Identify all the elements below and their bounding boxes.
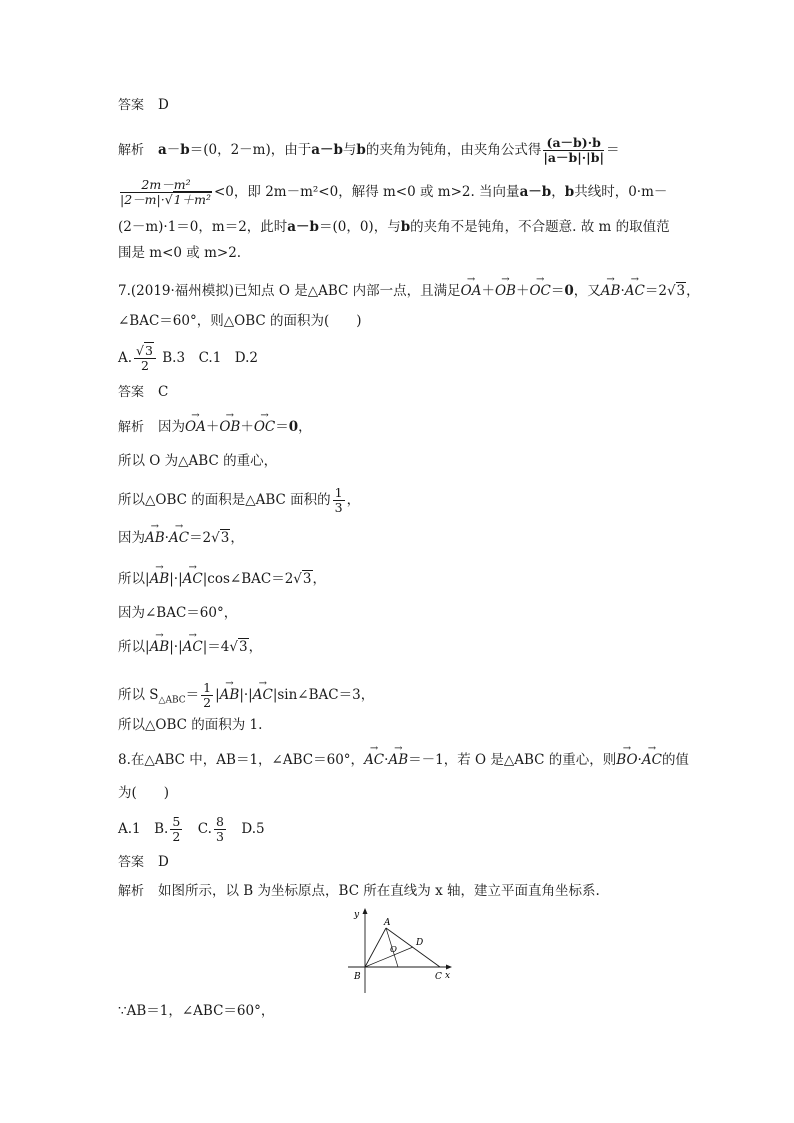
text: ， [230,530,244,546]
text: 所以| [118,571,150,587]
text: ，又 [573,283,601,299]
q6-analysis-line-3 [118,218,670,236]
q7-solution-line-1 [118,418,312,437]
option-b-fraction [170,815,182,844]
text: ， [312,571,326,587]
text: |·| [169,639,183,655]
text: ， [686,283,700,299]
vector-b: b [356,142,366,158]
one-third-fraction [333,486,345,515]
radicand: 3 [220,530,230,546]
label-O: O [390,945,397,955]
fraction-denominator: 2 [203,695,212,710]
angle-formula-fraction [543,136,604,165]
q7-stem-line-2: ∠BAC＝60°，则△OBC 的面积为( ) [118,313,362,329]
text: ， [248,639,263,655]
triangle-figure [340,905,460,995]
option-a-label: A. [118,350,133,366]
radicand: 1＋m² [173,192,211,207]
plus: ＋ [240,419,254,435]
text: 8.在△ABC 中，AB＝1，∠ABC＝60°， [118,752,365,768]
answer-label: 答案 [118,385,145,400]
vector-AB: → AB [150,570,170,588]
text: (2－m)·1＝0，m＝2，此时 [118,219,288,235]
text: ， [298,419,312,435]
q6-answer-line [118,96,169,115]
text: 共线时，0·m－ [574,184,668,200]
vector-AB: → AB [145,529,165,547]
zero-vector: 0 [564,283,574,299]
one-half-fraction [201,681,213,710]
q6-answer-value: D [158,97,169,113]
vector-AC: → AC [625,282,645,300]
text: 的值 [661,752,689,768]
q7-answer-value: C [158,384,169,400]
text: | [215,687,220,703]
vector-a-minus-b: a－b [287,219,319,235]
q7-solution-line-5 [118,570,326,588]
vector-AC: → AC [169,529,189,547]
text: ＝2 [189,530,212,546]
fraction-numerator: 8 [215,814,224,829]
q7-solution-line-6: 因为∠BAC＝60°， [118,605,238,621]
text: 如图所示，以 B 为坐标原点，BC 所在直线为 x 轴，建立平面直角坐标系. [158,883,600,899]
q8-answer-value: D [158,854,169,870]
option-c-fraction [214,815,226,844]
text: 所以△OBC 的面积是△ABC 面积的 [118,492,331,508]
text: ＝2 [644,283,667,299]
fraction-denominator: 3 [215,829,224,844]
radicand: 3 [238,639,248,655]
q8-solution-line-1 [118,882,600,901]
median-BD [365,947,413,967]
sqrt-sign: √3 [229,639,248,655]
dot: · [637,752,642,768]
q7-solution-line-7 [118,638,262,656]
q7-stem-line-1 [118,282,700,300]
text: ＝－1，若 O 是△ABC 的重心，则 [408,752,617,768]
vector-OB: → OB [495,282,516,300]
vector-OA: → OA [461,282,482,300]
zero-vector: 0 [288,419,299,435]
vector-AB: → AB [150,638,170,656]
vector-a-minus-b: a－b [311,142,343,158]
radicand: 3 [302,571,312,587]
q8-stem-line-2: 为( ) [118,785,170,801]
label-D: D [416,938,424,948]
x-axis-arrow [446,965,452,970]
plus: ＋ [515,283,530,299]
analysis-label: 解析 [118,420,145,435]
fraction-denominator: |2－m|· [120,192,165,207]
vector-AC: → AC [364,751,384,769]
answer-label: 答案 [118,855,145,870]
fraction-numerator: 2m－m² [120,178,212,193]
text: |＝4 [202,639,230,655]
side-BA [365,928,386,967]
fraction-numerator: 1 [203,680,212,695]
text: 所以| [118,639,150,655]
vector-AC: → AC [183,570,203,588]
q7-solution-line-2: 所以 O 为△ABC 的重心， [118,453,278,469]
equals: ＝ [185,687,200,703]
text: ＝(0，2－m)，由于 [189,142,312,158]
fraction-denominator: 3 [334,500,343,515]
vector-AB: → AB [388,751,408,769]
vector-a: a [158,142,167,158]
analysis-label: 解析 [118,143,145,158]
sqrt-sign: √1＋m² [164,192,211,207]
text: |·| [169,571,183,587]
equals: ＝ [275,419,289,435]
label-x: x [445,971,451,981]
sqrt-sign: √3 [211,530,230,546]
q8-solution-line-2: ∵AB＝1，∠ABC＝60°， [118,1003,275,1019]
q6-analysis-line-2 [118,178,667,207]
options-b-c-d: B.3 C.1 D.2 [162,350,259,366]
minus: － [166,142,181,158]
label-C: C [435,972,442,982]
q8-stem-line-1 [118,751,689,769]
y-axis-arrow [363,908,368,914]
text: |sin∠BAC＝3， [272,687,375,703]
radicand: 3 [676,283,686,299]
text: |cos∠BAC＝2 [202,571,294,587]
q7-options [118,344,258,373]
q7-solution-line-9: 所以△OBC 的面积为 1. [118,717,263,733]
text: 的夹角不是钝角，不合题意. 故 m 的取值范 [410,219,670,235]
vector-OA: → OA [185,418,206,436]
q7-solution-line-8 [118,681,374,710]
text: 与 [342,142,357,158]
text: 因为 [158,419,186,435]
q8-options [118,815,265,844]
text: 所以 S [118,687,159,703]
text: 7.(2019·福州模拟)已知点 O 是△ABC 内部一点，且满足 [118,283,461,299]
q6-analysis-line-1 [118,136,620,165]
equals: ＝ [550,283,565,299]
text: ， [551,184,565,200]
text: 的夹角为钝角，由夹角公式得 [365,142,542,158]
analysis-label: 解析 [118,884,145,899]
fraction-denominator: 2 [141,358,149,373]
fraction-numerator: 5 [172,814,181,829]
option-a-fraction [134,344,156,373]
option-c-label: C. [184,821,212,837]
subscript: △ABC [158,695,186,706]
vector-OC: → OC [254,418,275,436]
option-d: D.5 [227,821,265,837]
dot: · [384,752,389,768]
plus: ＋ [205,419,220,435]
fraction-denominator: |a－b|·|b| [543,150,604,165]
vector-OC: → OC [529,282,550,300]
vector-OB: → OB [219,418,240,436]
sqrt-sign: √3 [293,571,312,587]
text: 因为 [118,530,145,546]
text: ， [346,492,361,508]
sqrt-sign: √3 [136,343,153,358]
plus: ＋ [481,283,495,299]
q7-solution-line-3 [118,486,360,515]
text: |·| [239,687,253,703]
equals: ＝ [606,142,620,158]
dot: · [164,530,169,546]
vector-AC: → AC [253,686,273,704]
dot: · [620,283,625,299]
options-a-b-label: A.1 B. [118,821,169,837]
fraction-numerator: (a－b)·b [543,136,604,151]
vector-AC: → AC [183,638,203,656]
fraction-denominator: 2 [172,829,181,844]
label-y: y [354,910,360,920]
answer-label: 答案 [118,98,145,113]
q6-analysis-line-4: 围是 m<0 或 m>2. [118,245,242,261]
q8-answer-line [118,853,169,872]
vector-AB: → AB [601,282,621,300]
fraction-2m [120,178,212,207]
radicand: 3 [145,343,153,358]
label-A: A [384,918,391,928]
q7-solution-line-4 [118,529,244,547]
label-B: B [354,972,361,982]
q7-answer-line [118,383,168,402]
vector-b: b [180,142,190,158]
vector-BO: → BO [616,751,637,769]
fraction-numerator: 1 [334,485,343,500]
vector-AC: → AC [642,751,662,769]
vector-AB: → AB [220,686,240,704]
sqrt-sign: √3 [666,283,686,299]
vector-b: b [564,184,575,200]
text: <0，即 2m－m²<0，解得 m<0 或 m>2. 当向量 [214,184,520,200]
vector-a-minus-b: a－b [519,184,552,200]
text: ＝(0，0)，与 [318,219,401,235]
vector-b: b [400,219,411,235]
